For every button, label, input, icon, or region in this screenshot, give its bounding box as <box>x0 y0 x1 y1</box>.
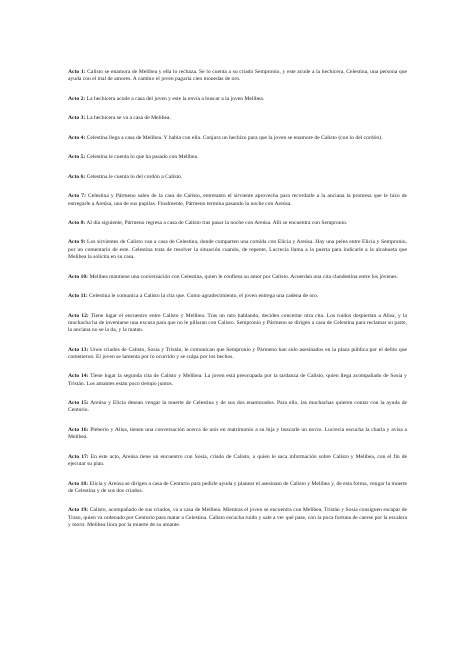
act-9 <box>68 239 407 261</box>
act-text: Celestina llega a casa de Melibea. Y habla con ella. Conjura un hechizo para que la joven se enamore de Calisto (con lo del cordón). <box>85 134 383 141</box>
act-15 <box>68 400 407 415</box>
act-text: Los sirvientes de Calisto van a casa de Celestina, donde comparten una comida con Elicia y Areúsa. Hay una pelea entre Elicia y Sempronio, por un comentario de este. Celestina trata de resolver la situación cuando, de repente, Lucrecia llama a la puerta para indicarle a la alcahueta que Melibea la solicita en su casa. <box>68 239 407 261</box>
act-text: Celestina le comunica a Calisto la cita que. Como agradecimiento, el joven entrega una cadena de oro. <box>87 293 319 300</box>
act-label: Acto 10: <box>68 273 89 280</box>
act-label: Acto 15: <box>68 400 89 407</box>
act-text: Celestina le cuenta lo del cordón a Calisto. <box>85 173 183 180</box>
act-text: Areúsa y Elicia desean vengar la muerte de Celestina y de sus dos enamorados. Para ello, las muchachas quieren contar con la ayuda de Centurio. <box>68 400 407 414</box>
act-text: Celestina le cuenta lo que ha pasado con Melibea. <box>85 154 199 161</box>
act-text: Elicia y Areúsa se dirigen a casa de Centurio para pedirle ayuda y planear el asesinato de Calisto y Melibea y, de esta forma, vengar la muerte de Celestina y de sus dos criados. <box>68 480 407 494</box>
act-text: Tiene lugar el encuentro entre Calisto y Melibea. Tras un rato hablando, deciden concertar otra cita. Los ruidos despiertan a Alisa, y la muchacha ha de inventarse una excusa para que no le pillaran con Calisto. Sempronio y Pármeno se dirigen a casa de Celestina para reclamar su parte, la anciana no se la da, y la matan. <box>68 312 407 334</box>
act-label: Acto 4: <box>68 134 86 141</box>
act-12 <box>68 313 407 335</box>
act-label: Acto 5: <box>68 154 86 161</box>
act-text: La hechicera se va a casa de Melibea. <box>85 115 171 122</box>
act-text: Unos criados de Calisto, Sosia y Tristán, le comunican que Sempronio y Pármeno han sido asesinados en la plaza pública por el delito que cometieron. El joven se lamenta por lo ocurrido y se culpa por los hechos. <box>68 346 407 360</box>
act-text: Tiene lugar la segunda cita de Calisto y Melibea. La joven está preocupada por la tardanza de Calisto, quien llega acompañado de Sosia y Tristán. Los amantes están poco tiempo juntos. <box>68 373 407 387</box>
act-5 <box>68 154 407 161</box>
act-label: Acto 13: <box>68 346 89 353</box>
act-label: Acto 9: <box>68 239 86 246</box>
act-1 <box>68 69 407 84</box>
act-14 <box>68 373 407 388</box>
act-4 <box>68 135 407 142</box>
act-label: Acto 8: <box>68 219 86 226</box>
act-label: Acto 17: <box>68 453 89 460</box>
act-label: Acto 3: <box>68 115 86 122</box>
act-label: Acto 14: <box>68 373 89 380</box>
act-label: Acto 16: <box>68 426 89 433</box>
act-text: En este acto, Areúsa tiene un encuentro con Sosia, criado de Calisto, a quien le saca información sobre Calisto y Melibea, con el fin de ejecutar su plan. <box>68 453 407 468</box>
act-19 <box>68 507 407 529</box>
act-text: Al día siguiente, Pármeno regresa a casa de Calisto tras pasar la noche con Areúsa. Allí se encuentra con Sempronio. <box>85 219 348 226</box>
act-11 <box>68 293 407 300</box>
act-13 <box>68 347 407 362</box>
act-8 <box>68 220 407 227</box>
act-label: Acto 11: <box>68 293 88 300</box>
act-text: Melibea mantiene una conversación con Celestina, quien le confiesa su amor por Calisto. Acuerdan una cita clandestina entre los jóvenes. <box>88 273 398 280</box>
act-10 <box>68 274 407 281</box>
act-text: Celestina y Pármeno salen de la casa de Calisto, entretanto el sirviente aprovecha para recordarle a la anciana la promesa que le hizo de entregarle a Areúsa, una de sus pupilas. Finalmente, Pármeno termina pasando la noche con Areúsa. <box>68 193 407 207</box>
act-label: Acto 19: <box>68 507 89 514</box>
act-7 <box>68 193 407 208</box>
act-2 <box>68 96 407 103</box>
act-label: Acto 7: <box>68 193 86 200</box>
act-label: Acto 2: <box>68 95 86 102</box>
act-label: Acto 6: <box>68 173 86 180</box>
act-18 <box>68 481 407 496</box>
act-text: Calisto, acompañado de sus criados, va a casa de Melibea. Mientras el joven se encuentra con Melibea, Tristán y Sosia consiguen escapar de Traso, quien va ordenado por Centurio para matar a Celestina. Calisto escucha ruido y sale a ver qué pase, con la poca fortuna de caerse por la escalera y morir. Melibea llora por la muerte de su amante. <box>68 507 407 528</box>
act-text: La hechicera acude a casa del joven y este la envía a buscar a la joven Melibea. <box>85 95 265 102</box>
act-label: Acto 18: <box>68 480 89 487</box>
act-label: Acto 1: <box>68 69 86 75</box>
act-text: Calisto se enamora de Melibea y ella lo rechaza. Se lo cuenta a su criado Sempronio, y este acude a la hechicera, Celestina, una persona que ayuda con el mal de amores. A cambio el joven pagaría cien monedas de oro. <box>68 69 407 83</box>
act-16 <box>68 427 407 442</box>
act-text: Pleberio y Alisa, tienen una conversación acerca de unir en matrimonio a su hija y buscarle un novio. Lucrecia escucha la charla y avisa a Melibea. <box>68 426 407 441</box>
act-17 <box>68 454 407 469</box>
act-label: Acto 12: <box>68 312 89 319</box>
act-6 <box>68 174 407 181</box>
act-3 <box>68 115 407 122</box>
